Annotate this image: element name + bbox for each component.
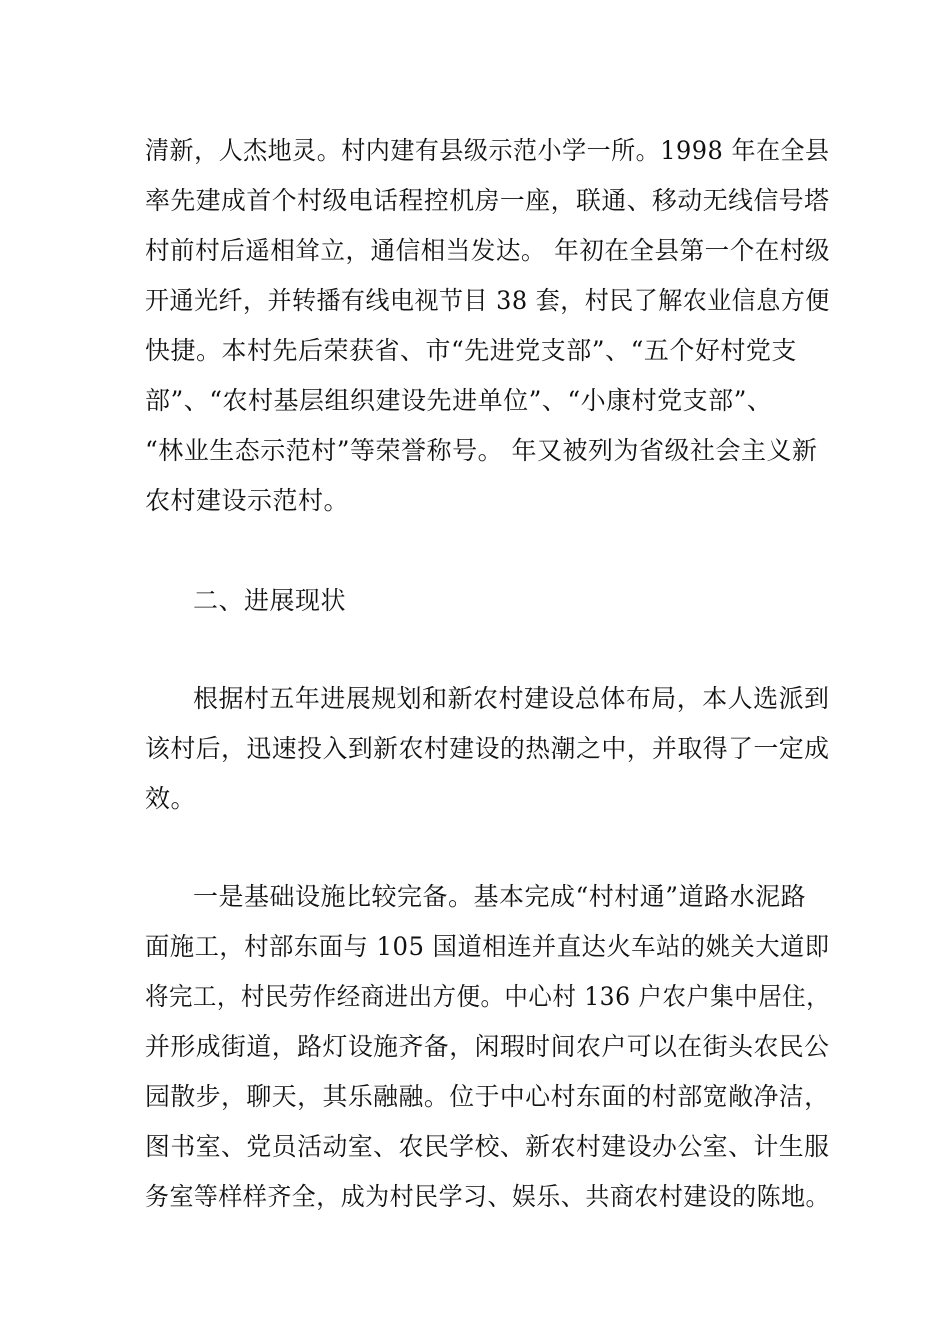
paragraph-2-line-3: 效。 (145, 784, 197, 813)
section-heading: 二、进展现状 (193, 586, 347, 615)
paragraph-1-line-5: 快捷。本村先后荣获省、市“先进党支部”、“五个好村党支 (145, 336, 797, 365)
paragraph-3-line-1: 一是基础设施比较完备。基本完成“村村通”道路水泥路 (193, 882, 807, 911)
paragraph-1-line-4: 开通光纤，并转播有线电视节目 38 套，村民了解农业信息方便 (145, 286, 830, 315)
paragraph-1-line-8: 农村建设示范村。 (145, 486, 350, 515)
paragraph-2-line-2: 该村后，迅速投入到新农村建设的热潮之中，并取得了一定成 (145, 734, 830, 763)
paragraph-3-line-5: 园散步，聊天，其乐融融。位于中心村东面的村部宽敞净洁， (145, 1082, 830, 1111)
paragraph-1-line-2: 率先建成首个村级电话程控机房一座，联通、移动无线信号塔 (145, 186, 830, 215)
paragraph-3-line-2: 面施工，村部东面与 105 国道相连并直达火车站的姚关大道即 (145, 932, 830, 961)
paragraph-2-line-1: 根据村五年进展规划和新农村建设总体布局，本人选派到 (193, 684, 830, 713)
paragraph-1-line-1: 清新，人杰地灵。村内建有县级示范小学一所。1998 年在全县 (145, 136, 830, 165)
paragraph-3-line-6: 图书室、党员活动室、农民学校、新农村建设办公室、计生服 (145, 1132, 830, 1161)
paragraph-3-line-3: 将完工，村民劳作经商进出方便。中心村 136 户农户集中居住， (145, 982, 831, 1011)
paragraph-1-line-6: 部”、“农村基层组织建设先进单位”、“小康村党支部”、 (145, 386, 773, 415)
paragraph-1-line-7: “林业生态示范村”等荣誉称号。 年又被列为省级社会主义新 (145, 436, 818, 465)
paragraph-3-line-4: 并形成街道，路灯设施齐备，闲瑕时间农户可以在街头农民公 (145, 1032, 830, 1061)
paragraph-1-line-3: 村前村后遥相耸立，通信相当发达。 年初在全县第一个在村级 (145, 236, 830, 265)
paragraph-3-line-7: 务室等样样齐全，成为村民学习、娱乐、共商农村建设的陈地。 (145, 1182, 831, 1211)
